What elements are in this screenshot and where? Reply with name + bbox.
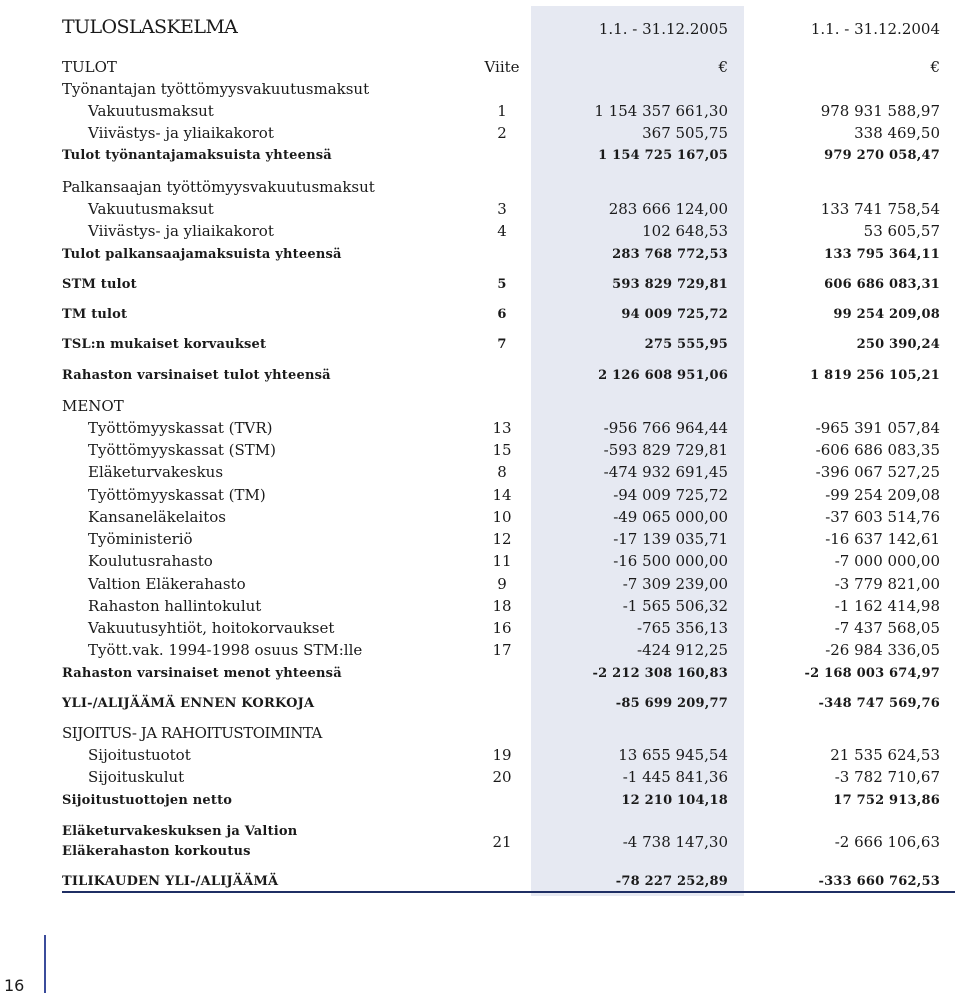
row-value-2005: 102 648,53	[642, 222, 728, 240]
row-note: 2	[497, 124, 507, 142]
row-label: TSL:n mukaiset korvaukset	[62, 337, 267, 352]
row-note: 4	[497, 222, 507, 240]
row-note: 20	[492, 768, 512, 786]
row-value-2005: 283 768 772,53	[612, 247, 728, 262]
row-value-2004: 99 254 209,08	[833, 307, 940, 322]
row-value-2004: 978 931 588,97	[820, 102, 940, 120]
row-label: YLI-/ALIJÄÄMÄ ENNEN KORKOJA	[62, 696, 315, 711]
row-value-2005: -49 065 000,00	[613, 508, 728, 526]
row-value-2005: -7 309 239,00	[622, 575, 728, 593]
row-label: Rahaston varsinaiset tulot yhteensä	[62, 368, 331, 383]
row-label: TILIKAUDEN YLI-/ALIJÄÄMÄ	[62, 874, 279, 889]
tulot-heading: TULOT	[62, 58, 117, 76]
row-note: 5	[497, 277, 507, 292]
row-value-2004: -396 067 527,25	[815, 463, 940, 481]
row-value-2004: 53 605,57	[863, 222, 940, 240]
row-value-2004: -16 637 142,61	[825, 530, 940, 548]
row-note: 12	[492, 530, 512, 548]
menot-heading: MENOT	[62, 397, 124, 415]
row-label: Vakuutusyhtiöt, hoitokorvaukset	[88, 619, 335, 637]
row-label: STM tulot	[62, 277, 137, 292]
row-value-2005: -956 766 964,44	[603, 419, 728, 437]
page-title: TULOSLASKELMA	[62, 16, 238, 38]
row-label: Viivästys- ja yliaikakorot	[88, 222, 274, 240]
row-value-2004: -348 747 569,76	[818, 696, 940, 711]
row-label: Työministeriö	[88, 530, 193, 548]
row-label: Sijoitustuottojen netto	[62, 793, 233, 808]
row-label: Tulot työnantajamaksuista yhteensä	[62, 148, 332, 163]
row-note: 6	[497, 307, 507, 322]
row-value-2005: 1 154 357 661,30	[594, 102, 728, 120]
page-margin-line	[44, 935, 46, 993]
row-value-2004: 17 752 913,86	[833, 793, 940, 808]
row-value-2004: 21 535 624,53	[830, 746, 940, 764]
row-label: Rahaston hallintokulut	[88, 597, 262, 615]
period-2005: 1.1. - 31.12.2005	[598, 20, 728, 38]
tyonantaja-heading: Työnantajan työttömyysvakuutusmaksut	[62, 80, 370, 98]
row-value-2004: 133 795 364,11	[824, 247, 940, 262]
row-value-2004: -606 686 083,35	[815, 441, 940, 459]
row-value-2005: 2 126 608 951,06	[598, 368, 728, 383]
row-value-2005: -94 009 725,72	[613, 486, 728, 504]
row-note: 11	[492, 552, 512, 570]
row-label: Eläketurvakeskus	[88, 463, 224, 481]
row-value-2005: -16 500 000,00	[613, 552, 728, 570]
row-value-2005: -765 356,13	[637, 619, 728, 637]
sijoitus-heading: SIJOITUS- JA RAHOITUSTOIMINTA	[62, 724, 322, 742]
row-value-2004: -1 162 414,98	[834, 597, 940, 615]
row-value-2005: -17 139 035,71	[613, 530, 728, 548]
row-note: 17	[492, 641, 512, 659]
palkansaaja-heading: Palkansaajan työttömyysvakuutusmaksut	[62, 178, 375, 196]
row-note: 9	[497, 575, 507, 593]
row-value-2004: -2 168 003 674,97	[804, 666, 940, 681]
row-label: Sijoitustuotot	[88, 746, 191, 764]
row-note: 19	[492, 746, 512, 764]
row-label: Vakuutusmaksut	[88, 102, 214, 120]
row-label: Koulutusrahasto	[88, 552, 213, 570]
row-label: Työttömyyskassat (TM)	[88, 486, 266, 504]
row-value-2005: -2 212 308 160,83	[592, 666, 728, 681]
row-label: Työttömyyskassat (TVR)	[88, 419, 273, 437]
row-label: Tyött.vak. 1994-1998 osuus STM:lle	[88, 641, 363, 659]
row-value-2004: 133 741 758,54	[820, 200, 940, 218]
row-value-2005: 593 829 729,81	[612, 277, 728, 292]
row-value-2005: -593 829 729,81	[603, 441, 728, 459]
row-value-2005: -474 932 691,45	[603, 463, 728, 481]
row-label-line-2: Eläkerahaston korkoutus	[62, 844, 251, 859]
row-note: 18	[492, 597, 512, 615]
row-value-2005: -424 912,25	[637, 641, 728, 659]
row-value-2005: 275 555,95	[644, 337, 728, 352]
row-note: 16	[492, 619, 512, 637]
row-label: Rahaston varsinaiset menot yhteensä	[62, 666, 342, 681]
row-value-2005: 283 666 124,00	[608, 200, 728, 218]
row-label: Valtion Eläkerahasto	[88, 575, 246, 593]
row-label: TM tulot	[62, 307, 128, 322]
row-value-2004: -7 437 568,05	[834, 619, 940, 637]
unit-2004: €	[930, 58, 940, 76]
period-2004: 1.1. - 31.12.2004	[810, 20, 940, 38]
row-note: 10	[492, 508, 512, 526]
bottom-rule	[62, 891, 955, 893]
row-value-2005: 1 154 725 167,05	[598, 148, 728, 163]
row-note: 8	[497, 463, 507, 481]
row-value-2004: 606 686 083,31	[824, 277, 940, 292]
row-value-2005: -1 565 506,32	[622, 597, 728, 615]
row-value-2004: -7 000 000,00	[834, 552, 940, 570]
row-label: Sijoituskulut	[88, 768, 185, 786]
row-note: 15	[492, 441, 512, 459]
row-note: 14	[492, 486, 512, 504]
row-label: Kansaneläkelaitos	[88, 508, 226, 526]
row-value-2005: 13 655 945,54	[618, 746, 728, 764]
row-value-2004: -99 254 209,08	[825, 486, 940, 504]
row-value-2005: 94 009 725,72	[621, 307, 728, 322]
page-number: 16	[4, 976, 25, 995]
row-value-2004: 250 390,24	[856, 337, 940, 352]
row-value-2005: -1 445 841,36	[622, 768, 728, 786]
row-label-line-1: Eläketurvakeskuksen ja Valtion	[62, 824, 298, 839]
row-value-2004: -3 779 821,00	[834, 575, 940, 593]
row-value-2005: -4 738 147,30	[622, 833, 728, 851]
row-value-2005: 12 210 104,18	[621, 793, 728, 808]
row-value-2004: -37 603 514,76	[825, 508, 940, 526]
row-value-2004: -333 660 762,53	[818, 874, 940, 889]
row-value-2004: -2 666 106,63	[834, 833, 940, 851]
row-value-2004: -26 984 336,05	[825, 641, 940, 659]
note-column-header: Viite	[484, 58, 520, 76]
row-label: Tulot palkansaajamaksuista yhteensä	[62, 247, 342, 262]
row-value-2005: -78 227 252,89	[615, 874, 728, 889]
row-note: 7	[497, 337, 507, 352]
row-note: 3	[497, 200, 507, 218]
row-value-2004: -965 391 057,84	[815, 419, 940, 437]
unit-2005: €	[718, 58, 728, 76]
row-note: 21	[492, 833, 512, 851]
row-label: Työttömyyskassat (STM)	[88, 441, 276, 459]
row-label: Vakuutusmaksut	[88, 200, 214, 218]
row-note: 13	[492, 419, 512, 437]
row-value-2004: 979 270 058,47	[824, 148, 940, 163]
row-value-2005: -85 699 209,77	[615, 696, 728, 711]
row-label: Viivästys- ja yliaikakorot	[88, 124, 274, 142]
row-value-2004: 338 469,50	[854, 124, 940, 142]
row-value-2005: 367 505,75	[642, 124, 728, 142]
row-note: 1	[497, 102, 507, 120]
row-value-2004: -3 782 710,67	[834, 768, 940, 786]
row-value-2004: 1 819 256 105,21	[810, 368, 940, 383]
